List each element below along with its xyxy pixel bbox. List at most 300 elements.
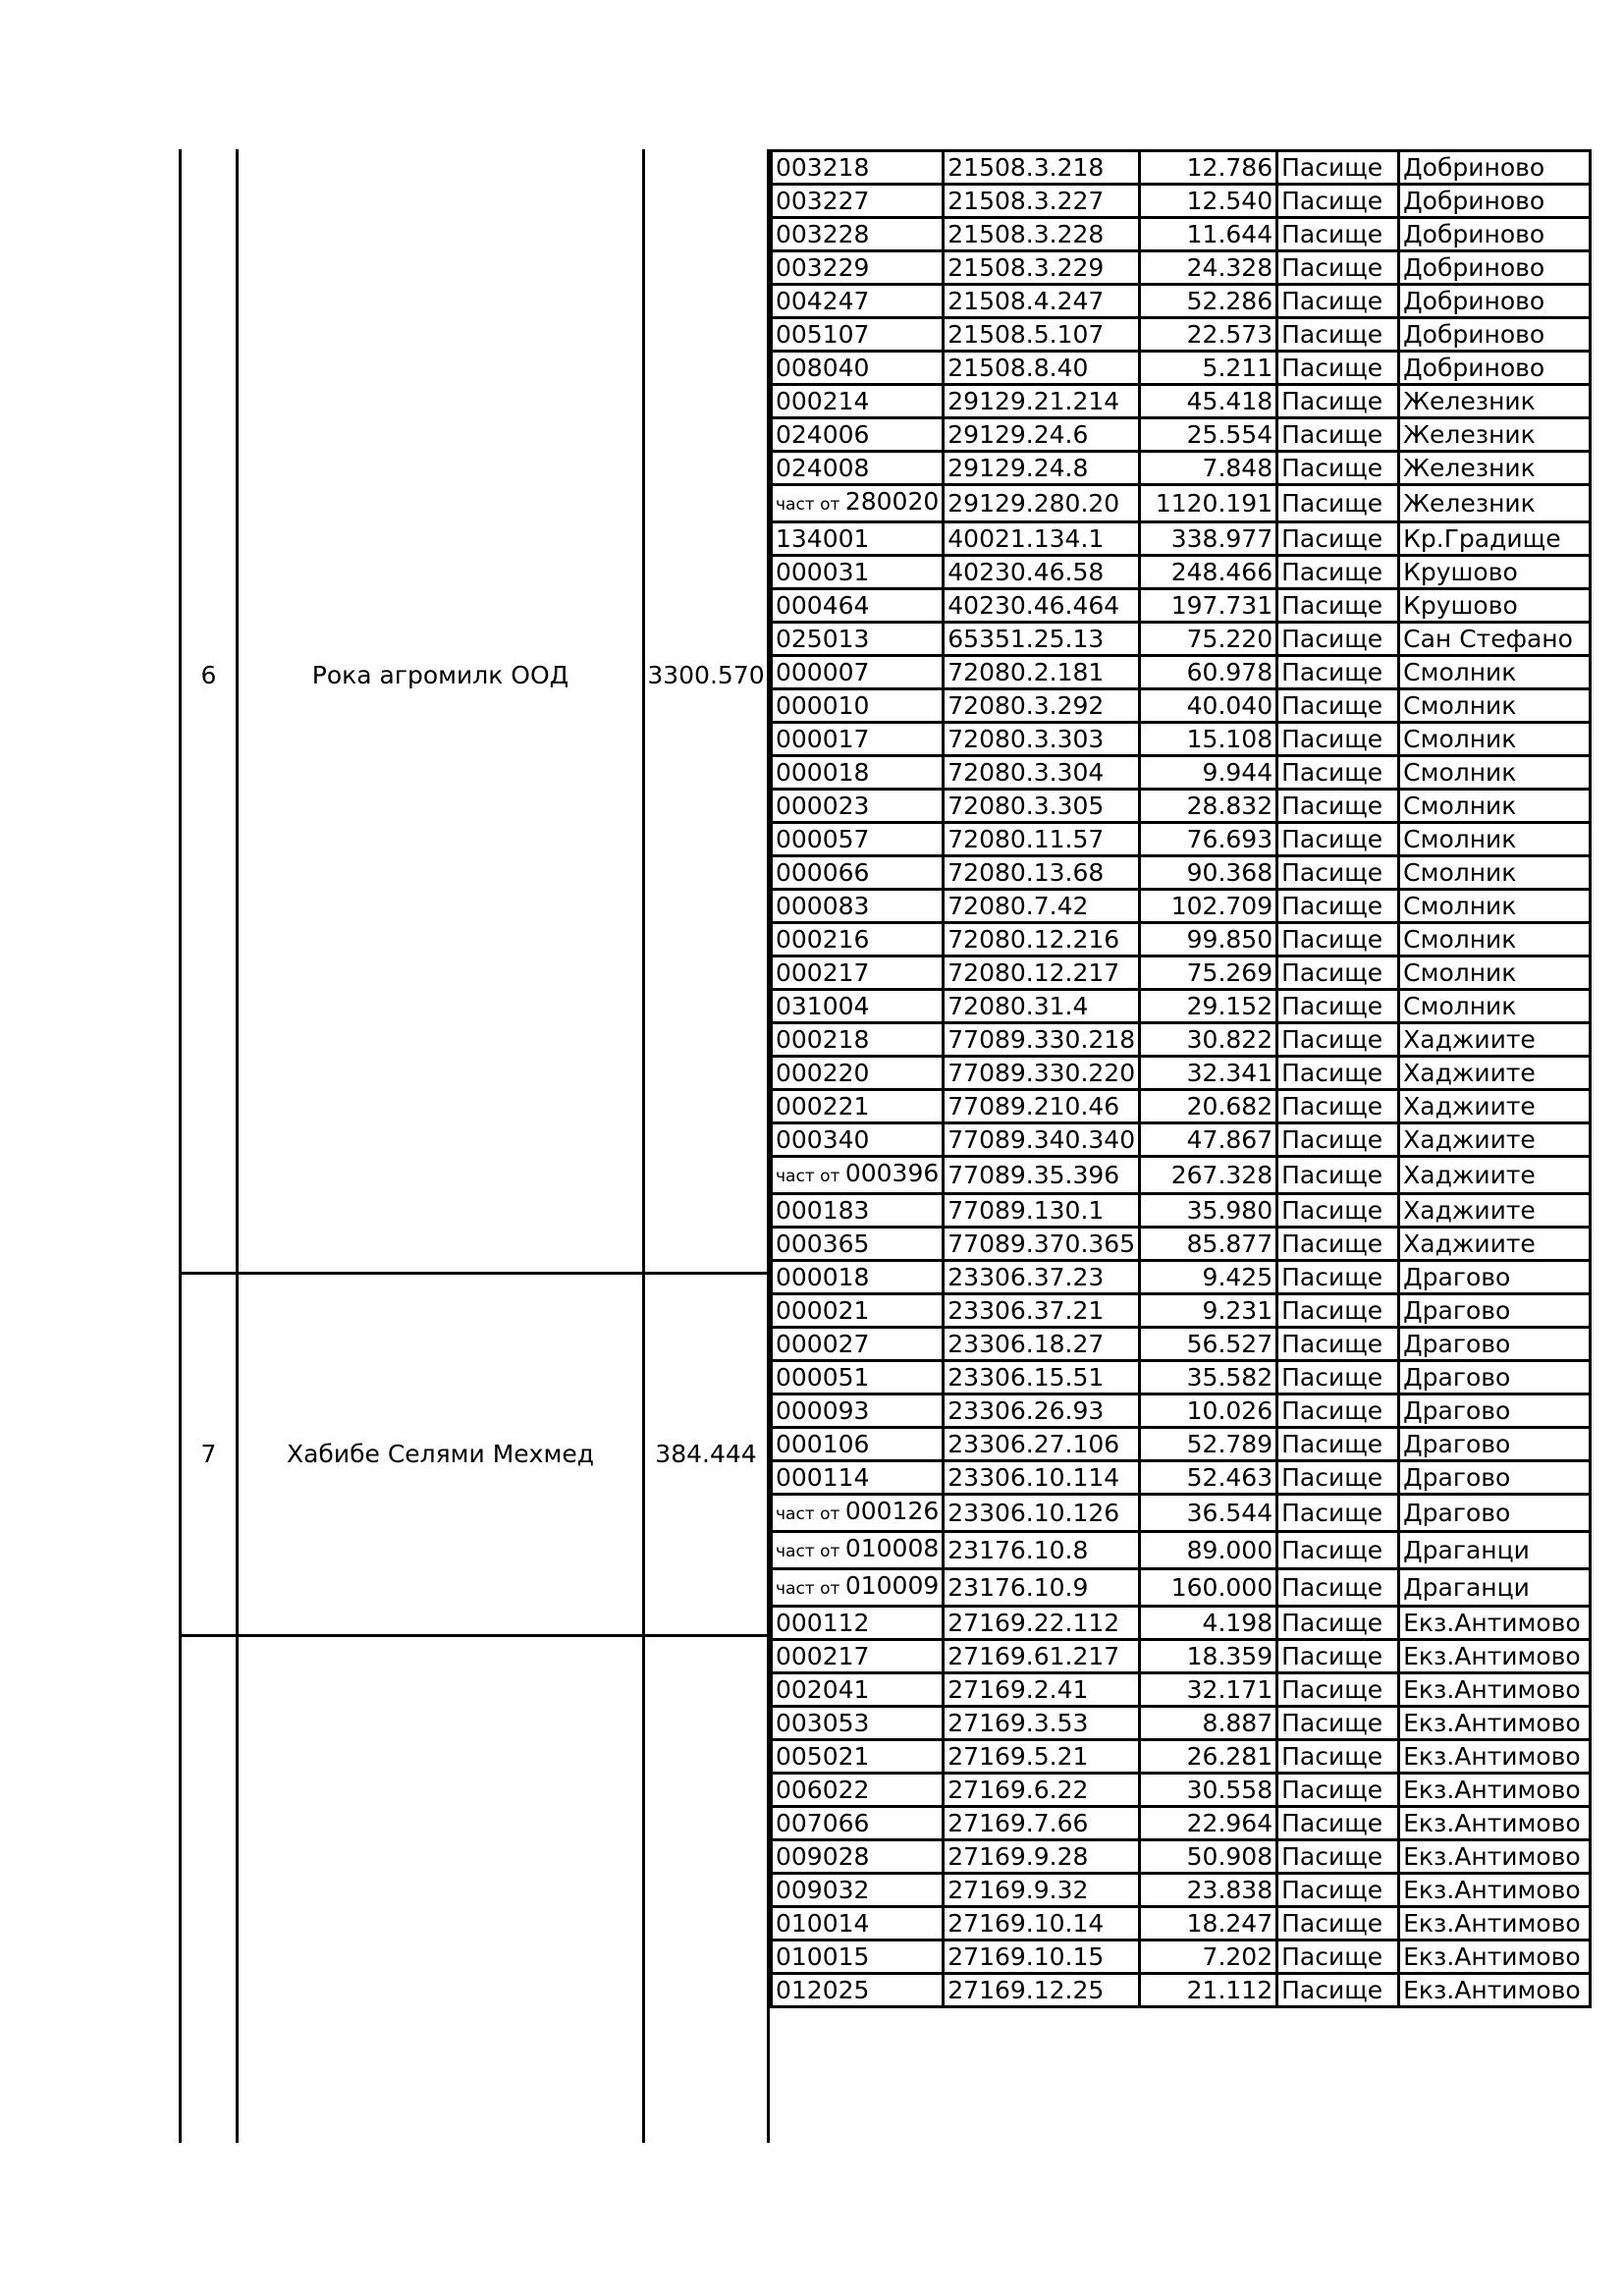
parcel-id: 000464 [776, 591, 870, 620]
table-row [772, 689, 1591, 723]
parcel-id-cell [772, 251, 944, 285]
locality-cell: Добриново [1399, 251, 1591, 285]
parcel-id: 000093 [776, 1396, 870, 1425]
parcel-id: 000106 [776, 1430, 870, 1458]
parcel-id: 031004 [776, 992, 870, 1020]
parcel-id: 000220 [776, 1059, 870, 1087]
parcel-code-cell: 29129.24.8 [944, 452, 1140, 485]
parcel-code-cell: 72080.3.292 [944, 689, 1140, 723]
parcel-area-cell: 21.112 [1140, 1974, 1277, 2007]
table-row [772, 856, 1591, 890]
parcel-id-cell [772, 990, 944, 1023]
locality-cell: Хаджиите [1399, 1057, 1591, 1090]
table-row [772, 1090, 1591, 1123]
parcel-code-cell: 27169.9.28 [944, 1840, 1140, 1874]
parcel-area-cell: 22.573 [1140, 318, 1277, 352]
parcel-id: 010014 [776, 1909, 870, 1938]
parcel-code-cell: 21508.4.247 [944, 285, 1140, 318]
parcel-code-cell: 72080.7.42 [944, 890, 1140, 923]
group-number: 7 [200, 1440, 217, 1468]
group-separator-6-7 [179, 1272, 770, 1275]
group-separator-7-8 [179, 1634, 770, 1637]
parcel-id-cell [772, 185, 944, 218]
land-use-cell: Пасище [1277, 957, 1399, 990]
parcel-area-cell: 248.466 [1140, 556, 1277, 589]
land-use-cell: Пасище [1277, 1907, 1399, 1941]
land-use-cell: Пасище [1277, 1495, 1399, 1532]
table-row [772, 318, 1591, 352]
parcel-id-cell [772, 452, 944, 485]
parcel-area-cell: 60.978 [1140, 656, 1277, 689]
parcel-id-cell [772, 1090, 944, 1123]
parcel-id: 005021 [776, 1742, 870, 1771]
parcel-code-cell: 77089.370.365 [944, 1228, 1140, 1261]
locality-cell: Смолник [1399, 890, 1591, 923]
parcel-code-cell: 21508.5.107 [944, 318, 1140, 352]
locality-cell: Драгово [1399, 1428, 1591, 1461]
parcel-code-cell: 72080.2.181 [944, 656, 1140, 689]
parcel-area-cell: 23.838 [1140, 1874, 1277, 1907]
locality-cell: Екз.Антимово [1399, 1907, 1591, 1941]
parcel-id-cell [772, 1532, 944, 1569]
parcel-code-cell: 40021.134.1 [944, 522, 1140, 556]
land-use-cell: Пасище [1277, 1328, 1399, 1361]
parcel-id-cell [772, 1461, 944, 1495]
land-use-cell: Пасище [1277, 1294, 1399, 1328]
partial-prefix: част от [776, 1542, 845, 1561]
partial-prefix: част от [776, 495, 845, 515]
land-use-cell: Пасище [1277, 218, 1399, 251]
parcel-area-cell: 32.171 [1140, 1673, 1277, 1707]
parcel-area-cell: 197.731 [1140, 589, 1277, 623]
parcel-id-cell [772, 1941, 944, 1974]
group-total-area: 3300.570 [647, 661, 765, 689]
parcel-id: 000017 [776, 725, 870, 753]
parcel-code-cell: 72080.13.68 [944, 856, 1140, 890]
parcel-id-cell [772, 623, 944, 656]
parcel-id: 000057 [776, 825, 870, 853]
parcel-id-cell [772, 1740, 944, 1774]
locality-cell: Екз.Антимово [1399, 1774, 1591, 1807]
locality-cell: Смолник [1399, 957, 1591, 990]
parcel-code-cell: 72080.11.57 [944, 823, 1140, 856]
parcel-area-cell: 160.000 [1140, 1569, 1277, 1607]
parcel-id: 007066 [776, 1809, 870, 1837]
parcel-id: 024008 [776, 454, 870, 482]
parcel-id-cell [772, 790, 944, 823]
table-row [772, 1123, 1591, 1157]
parcel-id: 000214 [776, 387, 870, 415]
land-use-cell: Пасище [1277, 1157, 1399, 1194]
table-row [772, 1707, 1591, 1740]
parcel-area-cell: 28.832 [1140, 790, 1277, 823]
table-row [772, 556, 1591, 589]
locality-cell: Екз.Антимово [1399, 1640, 1591, 1673]
parcel-code-cell: 77089.210.46 [944, 1090, 1140, 1123]
land-use-cell: Пасище [1277, 1261, 1399, 1294]
parcel-area-cell: 32.341 [1140, 1057, 1277, 1090]
land-use-cell: Пасище [1277, 318, 1399, 352]
parcel-id: 000221 [776, 1092, 870, 1121]
table-row [772, 1607, 1591, 1640]
locality-cell: Смолник [1399, 790, 1591, 823]
left-rule-1 [179, 149, 182, 2143]
parcel-code-cell: 27169.6.22 [944, 1774, 1140, 1807]
parcel-code-cell: 21508.3.229 [944, 251, 1140, 285]
parcel-table [770, 149, 1592, 2008]
parcel-id: 009032 [776, 1876, 870, 1904]
land-use-cell: Пасище [1277, 623, 1399, 656]
parcel-id-cell [772, 890, 944, 923]
parcel-id: 280020 [844, 487, 940, 516]
parcel-id: 000010 [776, 691, 870, 720]
locality-cell: Драганци [1399, 1532, 1591, 1569]
locality-cell: Добриново [1399, 185, 1591, 218]
land-use-cell: Пасище [1277, 823, 1399, 856]
locality-cell: Крушово [1399, 556, 1591, 589]
parcel-code-cell: 23306.18.27 [944, 1328, 1140, 1361]
parcel-id: 000217 [776, 1642, 870, 1670]
parcel-code-cell: 27169.12.25 [944, 1974, 1140, 2007]
parcel-id-cell [772, 1569, 944, 1607]
parcel-area-cell: 45.418 [1140, 385, 1277, 418]
locality-cell: Драгово [1399, 1294, 1591, 1328]
parcel-area-cell: 85.877 [1140, 1228, 1277, 1261]
table-row [772, 185, 1591, 218]
parcel-area-cell: 24.328 [1140, 251, 1277, 285]
parcel-id: 000031 [776, 558, 870, 586]
table-row [772, 418, 1591, 452]
parcel-id: 000183 [776, 1196, 870, 1225]
parcel-id: 012025 [776, 1976, 870, 2004]
table-row [772, 452, 1591, 485]
parcel-id-cell [772, 218, 944, 251]
locality-cell: Екз.Антимово [1399, 1607, 1591, 1640]
table-row [772, 923, 1591, 957]
parcel-id-cell [772, 485, 944, 522]
group-owner-name: Рока агромилк ООД [311, 661, 569, 689]
partial-prefix: част от [776, 1504, 845, 1524]
parcel-code-cell: 23306.15.51 [944, 1361, 1140, 1394]
parcel-code-cell: 27169.2.41 [944, 1673, 1140, 1707]
parcel-id-cell [772, 1673, 944, 1707]
parcel-code-cell: 27169.10.15 [944, 1941, 1140, 1974]
locality-cell: Екз.Антимово [1399, 1707, 1591, 1740]
parcel-code-cell: 72080.3.304 [944, 756, 1140, 790]
table-row [772, 151, 1591, 185]
locality-cell: Смолник [1399, 756, 1591, 790]
partial-prefix: част от [776, 1579, 845, 1599]
locality-cell: Драгово [1399, 1328, 1591, 1361]
parcel-id: 009028 [776, 1842, 870, 1871]
parcel-id: 000066 [776, 858, 870, 887]
parcel-code-cell: 40230.46.58 [944, 556, 1140, 589]
parcel-area-cell: 36.544 [1140, 1495, 1277, 1532]
parcel-code-cell: 77089.330.218 [944, 1023, 1140, 1057]
parcel-id-cell [772, 385, 944, 418]
land-use-cell: Пасище [1277, 689, 1399, 723]
group-total-area: 384.444 [655, 1440, 757, 1468]
parcel-code-cell: 29129.24.6 [944, 418, 1140, 452]
parcel-area-cell: 338.977 [1140, 522, 1277, 556]
land-use-cell: Пасище [1277, 285, 1399, 318]
parcel-id: 006022 [776, 1776, 870, 1804]
parcel-id-cell [772, 318, 944, 352]
parcel-id-cell [772, 1907, 944, 1941]
parcel-id-cell [772, 1228, 944, 1261]
table-row [772, 251, 1591, 285]
land-use-cell: Пасище [1277, 756, 1399, 790]
parcel-id-cell [772, 957, 944, 990]
parcel-id-cell [772, 418, 944, 452]
parcel-id: 004247 [776, 287, 870, 315]
land-use-cell: Пасище [1277, 185, 1399, 218]
parcel-area-cell: 99.850 [1140, 923, 1277, 957]
parcel-area-cell: 40.040 [1140, 689, 1277, 723]
parcel-id-cell [772, 522, 944, 556]
land-use-cell: Пасище [1277, 385, 1399, 418]
parcel-area-cell: 18.359 [1140, 1640, 1277, 1673]
group-number: 6 [200, 661, 217, 689]
parcel-area-cell: 76.693 [1140, 823, 1277, 856]
table-row [772, 1532, 1591, 1569]
locality-cell: Смолник [1399, 656, 1591, 689]
land-use-cell: Пасище [1277, 1673, 1399, 1707]
partial-prefix: част от [776, 1167, 845, 1186]
locality-cell: Екз.Антимово [1399, 1941, 1591, 1974]
parcel-id-cell [772, 689, 944, 723]
land-use-cell: Пасище [1277, 1774, 1399, 1807]
parcel-id: 010015 [776, 1942, 870, 1971]
land-use-cell: Пасище [1277, 1123, 1399, 1157]
parcel-area-cell: 9.425 [1140, 1261, 1277, 1294]
parcel-code-cell: 21508.3.228 [944, 218, 1140, 251]
parcel-id-cell [772, 1023, 944, 1057]
parcel-id: 003229 [776, 253, 870, 282]
land-use-cell: Пасище [1277, 1532, 1399, 1569]
parcel-code-cell: 23306.10.114 [944, 1461, 1140, 1495]
parcel-area-cell: 47.867 [1140, 1123, 1277, 1157]
parcel-area-cell: 56.527 [1140, 1328, 1277, 1361]
parcel-code-cell: 27169.61.217 [944, 1640, 1140, 1673]
locality-cell: Добриново [1399, 218, 1591, 251]
land-use-cell: Пасище [1277, 352, 1399, 385]
parcel-id-cell [772, 556, 944, 589]
parcel-code-cell: 27169.7.66 [944, 1807, 1140, 1840]
locality-cell: Хаджиите [1399, 1194, 1591, 1228]
locality-cell: Драгово [1399, 1461, 1591, 1495]
parcel-code-cell: 77089.330.220 [944, 1057, 1140, 1090]
land-use-cell: Пасище [1277, 723, 1399, 756]
parcel-area-cell: 4.198 [1140, 1607, 1277, 1640]
parcel-id: 000018 [776, 758, 870, 787]
land-use-cell: Пасище [1277, 589, 1399, 623]
land-use-cell: Пасище [1277, 1974, 1399, 2007]
parcel-id: 010008 [844, 1534, 940, 1562]
locality-cell: Екз.Антимово [1399, 1874, 1591, 1907]
parcel-area-cell: 25.554 [1140, 418, 1277, 452]
parcel-code-cell: 72080.3.305 [944, 790, 1140, 823]
table-row [772, 990, 1591, 1023]
table-row [772, 1228, 1591, 1261]
parcel-id: 000340 [776, 1125, 870, 1154]
parcel-id-cell [772, 656, 944, 689]
parcel-id-cell [772, 1361, 944, 1394]
land-use-cell: Пасище [1277, 656, 1399, 689]
parcel-id-cell [772, 1123, 944, 1157]
parcel-code-cell: 23306.26.93 [944, 1394, 1140, 1428]
parcel-id-cell [772, 756, 944, 790]
parcel-id: 000007 [776, 658, 870, 686]
parcel-code-cell: 21508.8.40 [944, 352, 1140, 385]
parcel-id-cell [772, 1607, 944, 1640]
parcel-area-cell: 267.328 [1140, 1157, 1277, 1194]
locality-cell: Хаджиите [1399, 1123, 1591, 1157]
locality-cell: Смолник [1399, 923, 1591, 957]
parcel-id-cell [772, 1194, 944, 1228]
locality-cell: Добриново [1399, 151, 1591, 185]
table-row [772, 756, 1591, 790]
table-row [772, 1394, 1591, 1428]
parcel-code-cell: 23306.37.21 [944, 1294, 1140, 1328]
land-use-cell: Пасище [1277, 1740, 1399, 1774]
table-row [772, 522, 1591, 556]
parcel-code-cell: 77089.130.1 [944, 1194, 1140, 1228]
parcel-area-cell: 11.644 [1140, 218, 1277, 251]
parcel-id-cell [772, 1157, 944, 1194]
left-rule-3 [642, 149, 645, 2143]
parcel-code-cell: 29129.280.20 [944, 485, 1140, 522]
locality-cell: Смолник [1399, 990, 1591, 1023]
land-use-cell: Пасище [1277, 452, 1399, 485]
parcel-id: 000021 [776, 1296, 870, 1325]
table-row [772, 1194, 1591, 1228]
land-use-cell: Пасище [1277, 1461, 1399, 1495]
table-row [772, 485, 1591, 522]
table-row [772, 589, 1591, 623]
parcel-id: 025013 [776, 625, 870, 653]
locality-cell: Сан Стефано [1399, 623, 1591, 656]
parcel-code-cell: 23306.10.126 [944, 1495, 1140, 1532]
parcel-id: 003228 [776, 220, 870, 248]
parcel-area-cell: 89.000 [1140, 1532, 1277, 1569]
parcel-area-cell: 35.980 [1140, 1194, 1277, 1228]
parcel-area-cell: 12.786 [1140, 151, 1277, 185]
locality-cell: Железник [1399, 385, 1591, 418]
parcel-area-cell: 9.944 [1140, 756, 1277, 790]
parcel-id: 003227 [776, 187, 870, 215]
parcel-id-cell [772, 285, 944, 318]
locality-cell: Добриново [1399, 318, 1591, 352]
table-row [772, 1640, 1591, 1673]
parcel-code-cell: 77089.340.340 [944, 1123, 1140, 1157]
parcel-area-cell: 35.582 [1140, 1361, 1277, 1394]
parcel-code-cell: 21508.3.218 [944, 151, 1140, 185]
parcel-area-cell: 18.247 [1140, 1907, 1277, 1941]
land-use-cell: Пасище [1277, 485, 1399, 522]
parcel-id-cell [772, 1394, 944, 1428]
table-row [772, 1328, 1591, 1361]
parcel-code-cell: 77089.35.396 [944, 1157, 1140, 1194]
parcel-id-cell [772, 151, 944, 185]
table-row [772, 656, 1591, 689]
locality-cell: Железник [1399, 418, 1591, 452]
parcel-id-cell [772, 1294, 944, 1328]
locality-cell: Железник [1399, 485, 1591, 522]
locality-cell: Драгово [1399, 1394, 1591, 1428]
parcel-id-cell [772, 1807, 944, 1840]
parcel-id-cell [772, 1328, 944, 1361]
land-use-cell: Пасище [1277, 1640, 1399, 1673]
locality-cell: Драганци [1399, 1569, 1591, 1607]
land-use-cell: Пасище [1277, 1840, 1399, 1874]
locality-cell: Смолник [1399, 856, 1591, 890]
parcel-id: 000218 [776, 1025, 870, 1054]
parcel-id: 000114 [776, 1463, 870, 1492]
land-use-cell: Пасище [1277, 1228, 1399, 1261]
table-row [772, 1461, 1591, 1495]
locality-cell: Екз.Антимово [1399, 1740, 1591, 1774]
table-row [772, 1569, 1591, 1607]
parcel-area-cell: 7.848 [1140, 452, 1277, 485]
parcel-table-body [772, 151, 1591, 2007]
table-row [772, 1057, 1591, 1090]
table-row [772, 1874, 1591, 1907]
parcel-area-cell: 75.220 [1140, 623, 1277, 656]
land-use-cell: Пасище [1277, 1569, 1399, 1607]
parcel-id-cell [772, 1495, 944, 1532]
table-row [772, 1157, 1591, 1194]
table-row [772, 1023, 1591, 1057]
group-owner-name: Хабибе Селями Мехмед [286, 1440, 595, 1468]
parcel-id: 000217 [776, 958, 870, 987]
parcel-id-cell [772, 352, 944, 385]
parcel-area-cell: 12.540 [1140, 185, 1277, 218]
parcel-id-cell [772, 1707, 944, 1740]
table-row [772, 218, 1591, 251]
locality-cell: Екз.Антимово [1399, 1840, 1591, 1874]
parcel-id: 000112 [776, 1609, 870, 1637]
parcel-area-cell: 7.202 [1140, 1941, 1277, 1974]
land-use-cell: Пасище [1277, 1607, 1399, 1640]
locality-cell: Смолник [1399, 723, 1591, 756]
parcel-id-cell [772, 1874, 944, 1907]
land-use-cell: Пасище [1277, 251, 1399, 285]
table-row [772, 1495, 1591, 1532]
parcel-area-cell: 75.269 [1140, 957, 1277, 990]
table-row [772, 1807, 1591, 1840]
table-row [772, 957, 1591, 990]
parcel-area-cell: 30.822 [1140, 1023, 1277, 1057]
table-row [772, 1361, 1591, 1394]
locality-cell: Железник [1399, 452, 1591, 485]
parcel-id-cell [772, 1774, 944, 1807]
table-row [772, 890, 1591, 923]
land-use-cell: Пасище [1277, 522, 1399, 556]
parcel-area-cell: 8.887 [1140, 1707, 1277, 1740]
locality-cell: Хаджиите [1399, 1023, 1591, 1057]
parcel-code-cell: 72080.3.303 [944, 723, 1140, 756]
parcel-id: 010009 [844, 1571, 940, 1600]
table-row [772, 1740, 1591, 1774]
locality-cell: Крушово [1399, 589, 1591, 623]
parcel-id: 000027 [776, 1330, 870, 1358]
table-row [772, 1974, 1591, 2007]
table-row [772, 823, 1591, 856]
parcel-id-cell [772, 1840, 944, 1874]
locality-cell: Екз.Антимово [1399, 1673, 1591, 1707]
locality-cell: Хаджиите [1399, 1090, 1591, 1123]
